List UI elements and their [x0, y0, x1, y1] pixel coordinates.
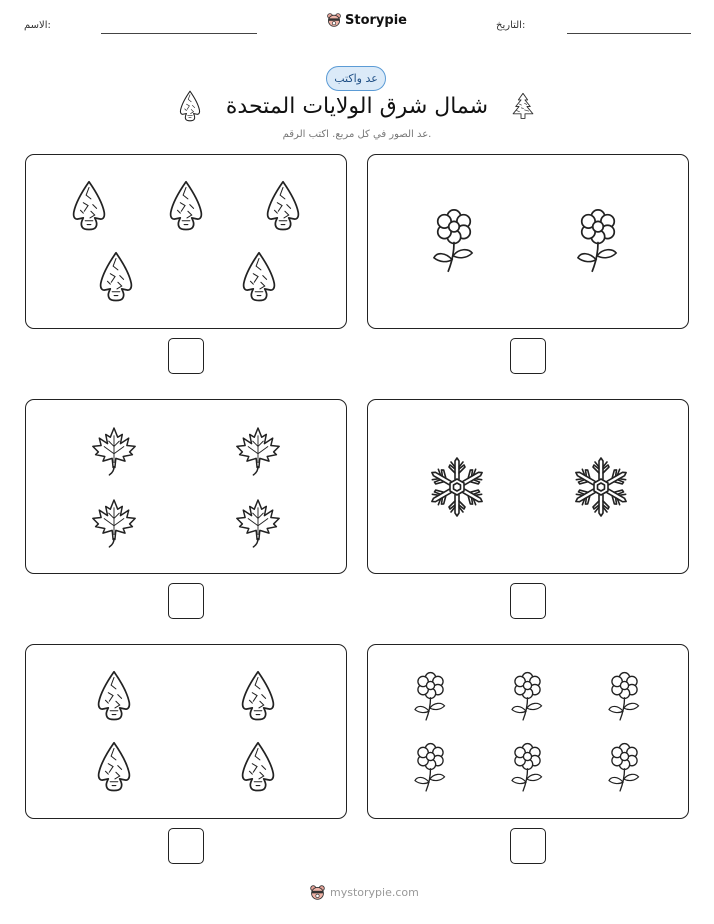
arrowhead-icon [95, 669, 133, 724]
flower-icon [606, 742, 643, 794]
arrowhead-icon [167, 179, 205, 234]
arrowhead-icon [264, 179, 302, 234]
flower-icon [509, 742, 546, 794]
maple-leaf-icon [91, 498, 137, 548]
count-panel-arrowheads-5 [25, 154, 347, 329]
date-line[interactable] [567, 33, 691, 34]
arrowhead-icon [95, 740, 133, 795]
name-label: الاسم: [24, 20, 51, 31]
brand-name: Storypie [345, 12, 407, 28]
maple-leaf-icon [235, 426, 281, 476]
answer-box[interactable] [510, 583, 546, 619]
brand-logo [326, 12, 407, 28]
flower-icon [412, 742, 449, 794]
answer-box[interactable] [510, 828, 546, 864]
answer-box[interactable] [168, 828, 204, 864]
count-panel-arrowheads-4 [25, 644, 347, 819]
flower-icon [430, 208, 478, 275]
arrowhead-icon [178, 90, 202, 123]
arrowhead-icon [70, 179, 108, 234]
flower-icon [606, 671, 643, 723]
footer [309, 884, 419, 901]
footer-site: mystorypie.com [330, 886, 419, 899]
arrowhead-icon [240, 250, 278, 305]
flower-icon [412, 671, 449, 723]
instructions: عد الصور في كل مربع. اكتب الرقم. [282, 129, 432, 140]
activity-badge: عد واكتب [326, 66, 386, 91]
maple-leaf-icon [91, 426, 137, 476]
pine-tree-icon [508, 92, 538, 125]
count-panel-leaves-4 [25, 399, 347, 574]
arrowhead-icon [239, 740, 277, 795]
answer-box[interactable] [510, 338, 546, 374]
name-line[interactable] [101, 33, 257, 34]
date-label: التاريخ: [496, 20, 526, 31]
arrowhead-icon [97, 250, 135, 305]
answer-box[interactable] [168, 583, 204, 619]
arrowhead-icon [239, 669, 277, 724]
bear-icon [326, 12, 342, 28]
count-panel-flowers-6 [367, 644, 689, 819]
flower-icon [574, 208, 622, 275]
answer-box[interactable] [168, 338, 204, 374]
page-title: شمال شرق الولايات المتحدة [225, 94, 489, 119]
count-panel-flowers-2 [367, 154, 689, 329]
maple-leaf-icon [235, 498, 281, 548]
snowflake-icon [427, 457, 487, 517]
snowflake-icon [571, 457, 631, 517]
bear-icon [309, 884, 326, 901]
count-panel-snowflakes-2 [367, 399, 689, 574]
flower-icon [509, 671, 546, 723]
